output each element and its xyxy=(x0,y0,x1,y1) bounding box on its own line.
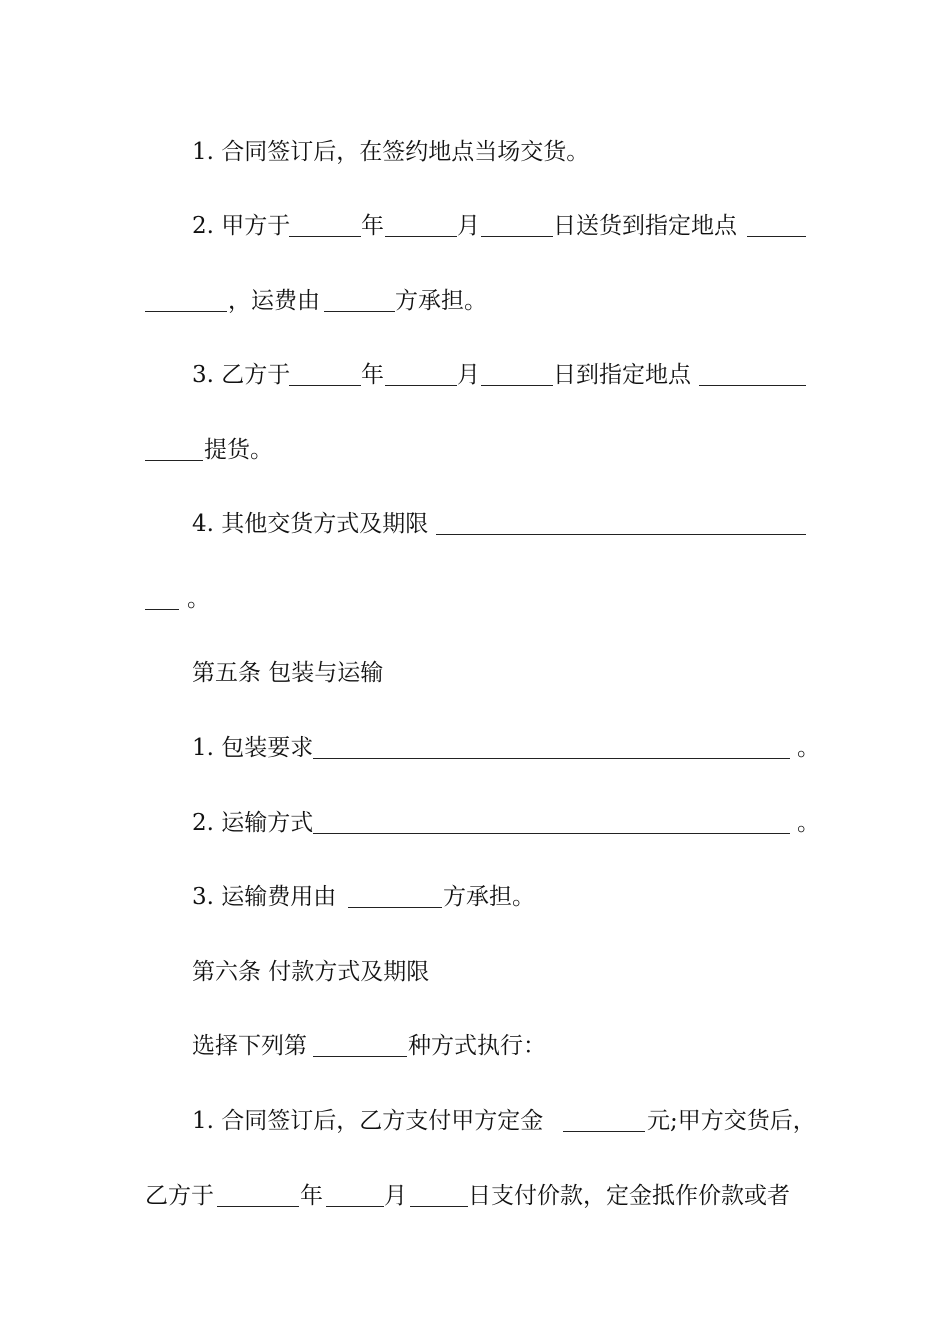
blank-year[interactable] xyxy=(289,385,361,386)
blank-location[interactable] xyxy=(699,385,806,386)
clause-packaging-1 xyxy=(0,730,950,766)
section-title: 第五条 包装与运输 xyxy=(192,660,384,686)
period-mark: 。 xyxy=(797,810,820,836)
clause-text: 2. 运输方式 xyxy=(192,810,314,836)
clause-text: 乙方于 xyxy=(145,1183,214,1209)
blank-month[interactable] xyxy=(385,236,457,237)
clause-delivery-2 xyxy=(0,208,950,244)
blank-day[interactable] xyxy=(481,385,553,386)
blank-party[interactable] xyxy=(324,311,395,312)
blank-month[interactable] xyxy=(326,1206,384,1207)
label-month: 月 xyxy=(457,362,480,388)
clause-text: 提货。 xyxy=(204,437,273,463)
clause-text: 选择下列第 xyxy=(192,1033,307,1059)
clause-delivery-4 xyxy=(0,506,950,542)
clause-text: 1. 包装要求 xyxy=(192,735,314,761)
clause-text: 4. 其他交货方式及期限 xyxy=(192,511,429,537)
blank-transport[interactable] xyxy=(313,833,790,834)
clause-text: 1. 合同签订后，乙方支付甲方定金 xyxy=(192,1108,544,1134)
blank-location-cont[interactable] xyxy=(145,311,227,312)
clause-delivery-1 xyxy=(0,134,950,170)
label-year: 年 xyxy=(361,213,384,239)
blank-party[interactable] xyxy=(348,907,442,908)
clause-text: 种方式执行： xyxy=(408,1033,546,1059)
blank-deposit-amount[interactable] xyxy=(563,1131,645,1132)
label-month: 月 xyxy=(384,1183,407,1209)
clause-delivery-3-cont xyxy=(0,432,950,468)
clause-payment-1 xyxy=(0,1103,950,1139)
clause-text: 日送货到指定地点 xyxy=(553,213,737,239)
label-year: 年 xyxy=(361,362,384,388)
section-title: 第六条 付款方式及期限 xyxy=(192,959,430,985)
clause-delivery-2-cont xyxy=(0,283,950,319)
clause-text: 3. 乙方于 xyxy=(192,362,291,388)
clause-text: 1. 合同签订后，在签约地点当场交货。 xyxy=(192,139,590,165)
section-heading-5 xyxy=(0,655,950,691)
clause-delivery-3 xyxy=(0,357,950,393)
clause-text: 3. 运输费用由 xyxy=(192,884,337,910)
clause-text: 方承担。 xyxy=(395,288,487,314)
period-mark: 。 xyxy=(797,735,820,761)
blank-day[interactable] xyxy=(481,236,553,237)
period-mark: 。 xyxy=(187,586,210,612)
clause-packaging-2 xyxy=(0,805,950,841)
blank-year[interactable] xyxy=(289,236,361,237)
clause-text: 日到指定地点 xyxy=(553,362,691,388)
label-year: 年 xyxy=(300,1183,323,1209)
blank-year[interactable] xyxy=(217,1206,299,1207)
clause-text: ，运费由 xyxy=(228,288,320,314)
clause-text: 日支付价款，定金抵作价款或者 xyxy=(468,1183,790,1209)
clause-text: 2. 甲方于 xyxy=(192,213,291,239)
clause-packaging-3 xyxy=(0,879,950,915)
clause-payment-intro xyxy=(0,1028,950,1064)
blank-month[interactable] xyxy=(385,385,457,386)
section-heading-6 xyxy=(0,954,950,990)
label-month: 月 xyxy=(457,213,480,239)
clause-text: 元;甲方交货后， xyxy=(647,1108,816,1134)
clause-delivery-4-cont xyxy=(0,581,950,617)
blank-day[interactable] xyxy=(410,1206,468,1207)
blank-location[interactable] xyxy=(747,236,806,237)
clause-text: 方承担。 xyxy=(443,884,535,910)
clause-payment-1-cont xyxy=(0,1178,950,1214)
blank-packaging[interactable] xyxy=(313,758,790,759)
blank-other-delivery[interactable] xyxy=(436,534,806,535)
blank-option-number[interactable] xyxy=(313,1056,407,1057)
blank-location-cont[interactable] xyxy=(145,460,203,461)
blank-other-delivery-cont[interactable] xyxy=(145,609,179,610)
